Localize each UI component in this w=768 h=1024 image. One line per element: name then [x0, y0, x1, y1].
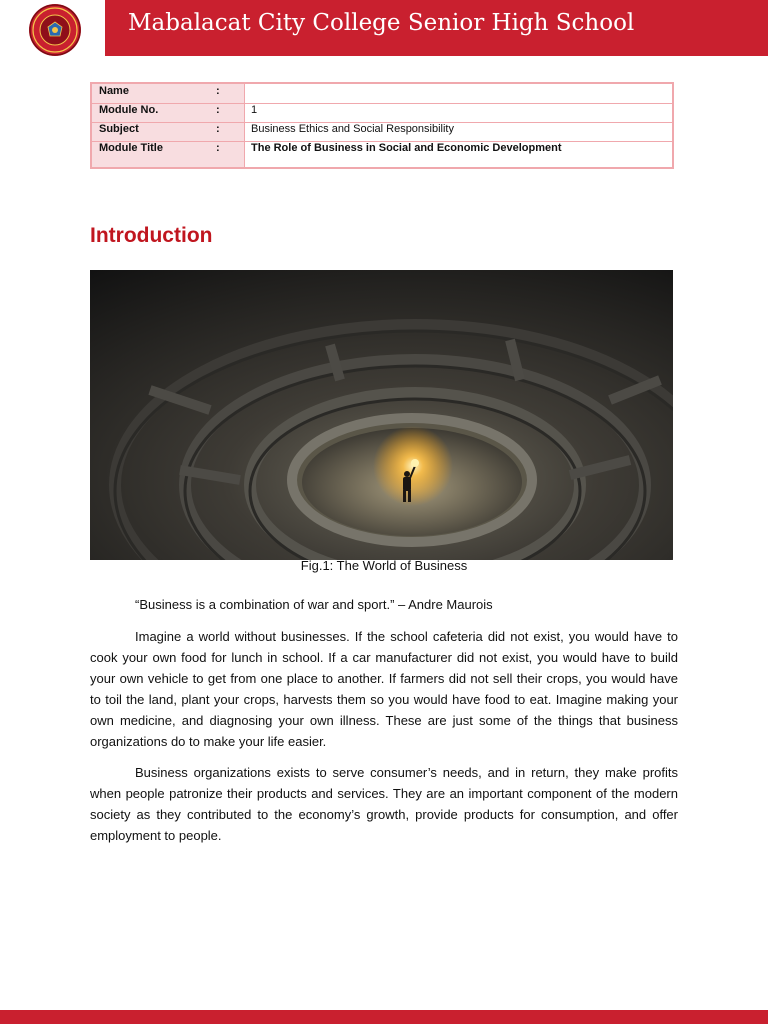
info-label: Subject: [99, 123, 139, 135]
figure-caption: Fig.1: The World of Business: [300, 558, 468, 573]
info-value: Business Ethics and Social Responsibility: [251, 123, 454, 135]
footer-band: [0, 1010, 768, 1024]
info-label: Name: [99, 85, 129, 97]
school-title: Mabalacat City College Senior High School: [128, 10, 635, 36]
info-colon: :: [216, 142, 220, 154]
info-colon: :: [216, 123, 220, 135]
info-row-module-title: [92, 141, 672, 160]
info-row-module-no: [92, 103, 672, 123]
module-info-table: [90, 82, 674, 169]
info-value: 1: [251, 104, 258, 116]
page-header: [0, 0, 768, 56]
college-seal-icon: [23, 3, 87, 57]
info-row-name: [92, 84, 672, 104]
opening-quote: “Business is a combination of war and sport.” – Andre Maurois: [135, 597, 493, 612]
info-label: Module No.: [99, 104, 159, 116]
maze-figure-image: [90, 270, 673, 560]
info-label: Module Title: [99, 142, 163, 154]
info-value: The Role of Business in Social and Economic Development: [251, 142, 562, 154]
section-heading: Introduction: [90, 224, 213, 247]
paragraph: Imagine a world without businesses. If the school cafeteria did not exist, you would have to cook your own food for lunch in school. If a car manufacturer did not exist, you would have to build your own vehicle to get from one place to another. If farmers did not sell their crops, you would have to toil the land, plant your crops, harvests them so you would have food to eat. Imagine making your own medicine, and diagnosing your own illness. These are just some of the things that business organizations do to make your life easier.: [90, 629, 678, 749]
info-colon: :: [216, 85, 220, 97]
info-colon: :: [216, 104, 220, 116]
info-row-subject: [92, 122, 672, 142]
paragraph: Business organizations exists to serve consumer’s needs, and in return, they make profits when people patronize their products and services. They are an important component of the modern society as they contributed to the economy’s growth, provide products for consumption, and offer employment to people.: [90, 765, 678, 843]
